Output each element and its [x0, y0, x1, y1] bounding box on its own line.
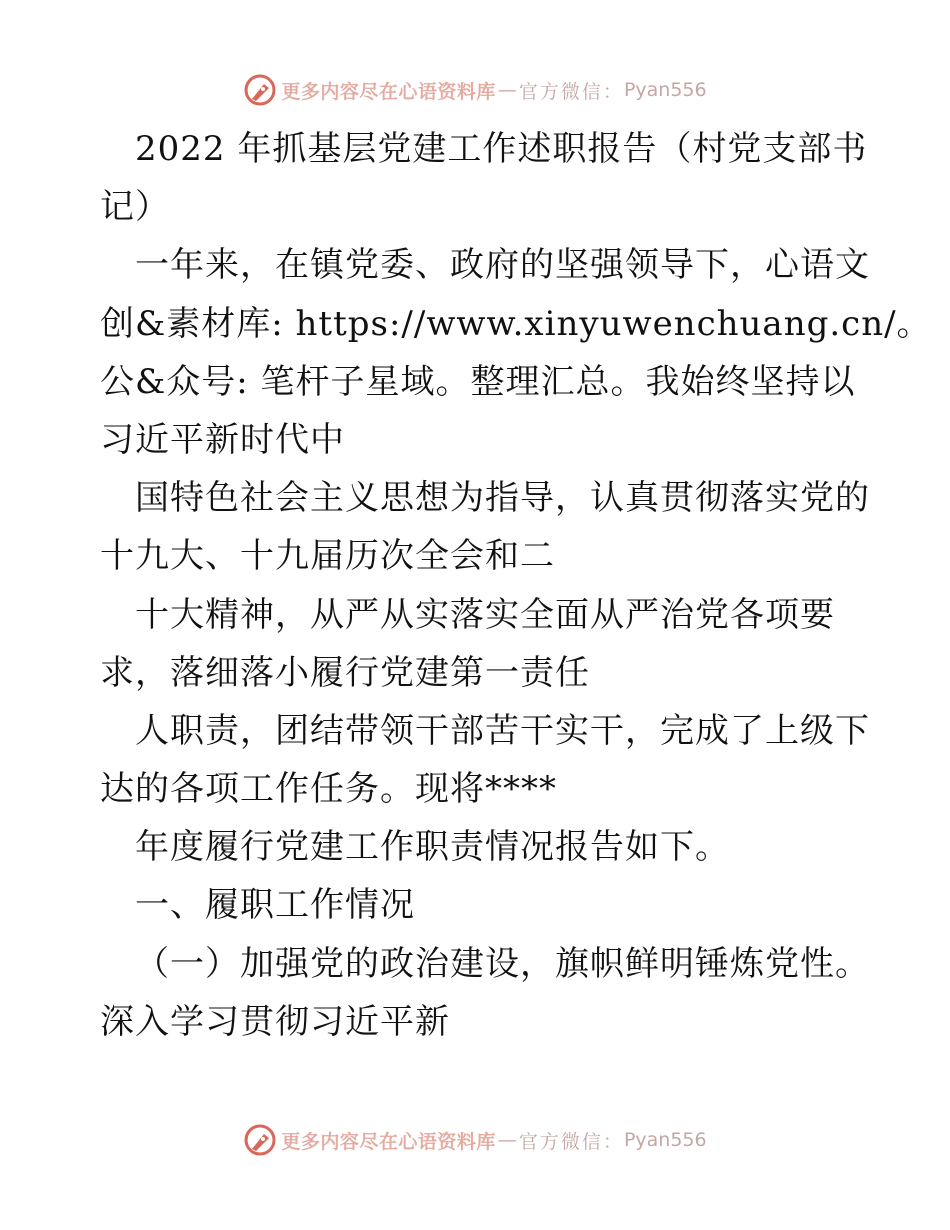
watermark-official-label: 官方微信： [518, 80, 624, 103]
paragraph-line: 求，落细落小履行党建第一责任 [100, 652, 590, 693]
paragraph-line: 习近平新时代中 [100, 419, 345, 460]
watermark-account-id: Pyan556 [623, 79, 707, 101]
subsection-heading: （一）加强党的政治建设，旗帜鲜明锤炼党性。 [135, 943, 870, 984]
watermark-official-label: 官方微信： [518, 1130, 624, 1153]
paragraph-line: 十大精神，从严从实落实全面从严治党各项要 [135, 594, 835, 635]
document-body [100, 120, 932, 1051]
document-title-line-2: 记） [100, 187, 170, 228]
watermark-main-text: 更多内容尽在心语资料库 [281, 1130, 496, 1153]
section-heading: 一、履职工作情况 [135, 885, 415, 926]
watermark-separator: — [497, 1129, 517, 1151]
paragraph-line: 达的各项工作任务。现将**** [100, 769, 557, 810]
paragraph-line: 深入学习贯彻习近平新 [100, 1001, 450, 1042]
paragraph-line: 创&素材库: https://www.xinyuwenchuang.cn/。 [100, 303, 932, 344]
watermark-account-id: Pyan556 [623, 1129, 707, 1151]
document-title-line-1: 2022 年抓基层党建工作述职报告（村党支部书 [135, 129, 868, 169]
pen-nib-logo-icon [243, 73, 277, 107]
watermark-separator: — [497, 79, 517, 101]
paragraph-line: 人职责，团结带领干部苦干实干，完成了上级下 [135, 710, 870, 751]
pen-nib-logo-icon [243, 1123, 277, 1157]
paragraph-line: 国特色社会主义思想为指导，认真贯彻落实党的 [135, 478, 870, 519]
header-watermark [0, 70, 950, 110]
paragraph-line: 公&众号: 笔杆子星域。整理汇总。我始终坚持以 [100, 361, 856, 402]
footer-watermark [0, 1120, 950, 1160]
watermark-main-text: 更多内容尽在心语资料库 [281, 80, 496, 103]
paragraph-line: 一年来，在镇党委、政府的坚强领导下，心语文 [135, 245, 870, 286]
paragraph-line: 年度履行党建工作职责情况报告如下。 [135, 827, 730, 868]
paragraph-line: 十九大、十九届历次全会和二 [100, 536, 555, 577]
